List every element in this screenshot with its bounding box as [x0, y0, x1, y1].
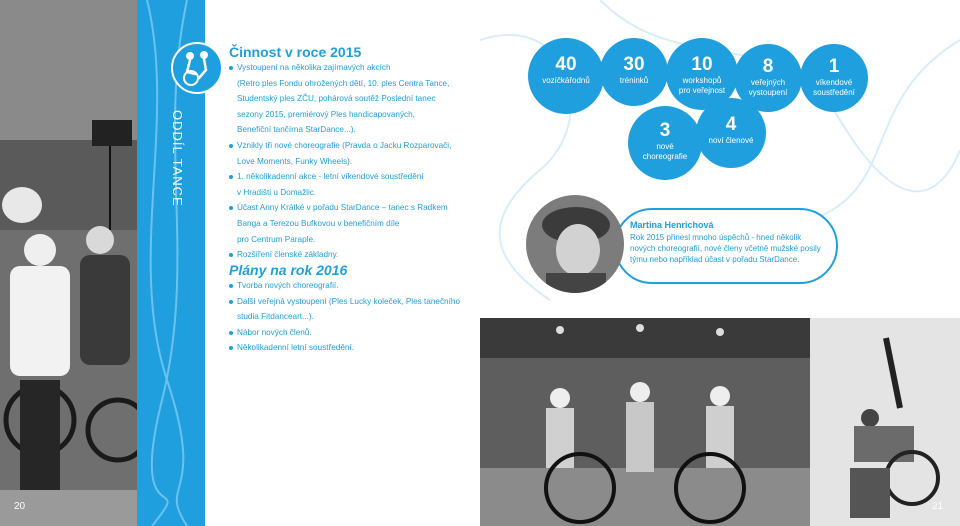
- stat-number: 3: [659, 120, 671, 141]
- stat-label: veřejných vystoupení: [748, 78, 788, 97]
- page-title: Činnost v roce 2015: [229, 44, 362, 60]
- stat-circle: [528, 38, 604, 114]
- stat-number: 1: [828, 56, 840, 77]
- list-item: Studentský ples ZČU, pohárová soutěž Poslední tanec: [237, 94, 436, 104]
- stat-number: 4: [725, 114, 737, 135]
- list-item: Banga a Terezou Bufkovou v benefičním díle: [237, 218, 400, 228]
- stat-circle: [800, 44, 868, 112]
- stat-label: workshopů pro veřejnost: [678, 76, 726, 95]
- quote-author: Martina Henrichová: [630, 220, 714, 230]
- stat-number: 30: [623, 54, 645, 75]
- quote-text: Rok 2015 přinesl mnoho úspěchů - hned několik nových choreografií, nové členy včetně mužské posily týmu nebo například účast v pořadu StarDance.: [630, 233, 821, 264]
- list-item: Love Moments, Funky Wheels).: [237, 156, 353, 166]
- list-item: sezony 2015, premiérový Ples handicapovaných,: [237, 109, 415, 119]
- list-item: pro Centrum Paraple.: [237, 234, 316, 244]
- stat-label: víkendové soustředění: [813, 78, 855, 97]
- list-item: Vystoupení na několika zajímavých akcích: [229, 60, 451, 76]
- dance-group-photo: [480, 318, 810, 526]
- list-item: (Retro ples Fondu ohrožených dětí, 10. ples Centra Tance,: [237, 78, 450, 88]
- stat-label: tréninků: [619, 76, 649, 85]
- plans-list: [229, 278, 460, 356]
- plans-title: Plány na rok 2016: [229, 262, 348, 278]
- section-label: ODDÍL TANCE: [170, 110, 185, 207]
- stat-circle: [600, 38, 668, 106]
- list-item: Další veřejná vystoupení (Ples Lucky koleček, Ples tanečního: [229, 294, 460, 310]
- dancers-photo: [0, 0, 137, 526]
- list-item: Účast Anny Krátké v pořadu StarDance – tanec s Radkem: [229, 200, 451, 216]
- stat-number: 10: [691, 54, 713, 75]
- list-item: Tvorba nových choreografií.: [229, 278, 460, 294]
- list-item: Benefiční tančírna StarDance...).: [237, 125, 356, 135]
- list-item: Nábor nových členů.: [229, 325, 460, 341]
- avatar: [526, 195, 624, 293]
- stat-number: 8: [762, 56, 774, 77]
- dance-duo-photo: [810, 318, 960, 526]
- list-item: Rozšíření členské základny.: [229, 247, 451, 263]
- stat-circle: [696, 98, 766, 168]
- list-item: v Hradišti u Domažlic.: [237, 187, 317, 197]
- page-number-left: 20: [14, 501, 26, 512]
- stat-circle: [628, 106, 702, 180]
- list-item: Vznikly tři nové choreografie (Pravda o Jacku Rozparovači,: [229, 138, 451, 154]
- page-number-right: 21: [932, 501, 944, 512]
- stat-label: vozíčkářodnů: [542, 76, 590, 85]
- list-item: 1. několikadenní akce - letní víkendové soustředění: [229, 169, 451, 185]
- dance-logo-icon: [171, 42, 223, 94]
- stat-number: 40: [555, 54, 577, 75]
- list-item: studia Fitdanceart...).: [237, 312, 314, 322]
- list-item: Několikadenní letní soustředění.: [229, 340, 460, 356]
- activities-list: [229, 60, 451, 263]
- quote-bubble: [614, 208, 838, 284]
- stat-label: nové choreografie: [642, 142, 688, 161]
- stat-label: noví členové: [708, 136, 754, 145]
